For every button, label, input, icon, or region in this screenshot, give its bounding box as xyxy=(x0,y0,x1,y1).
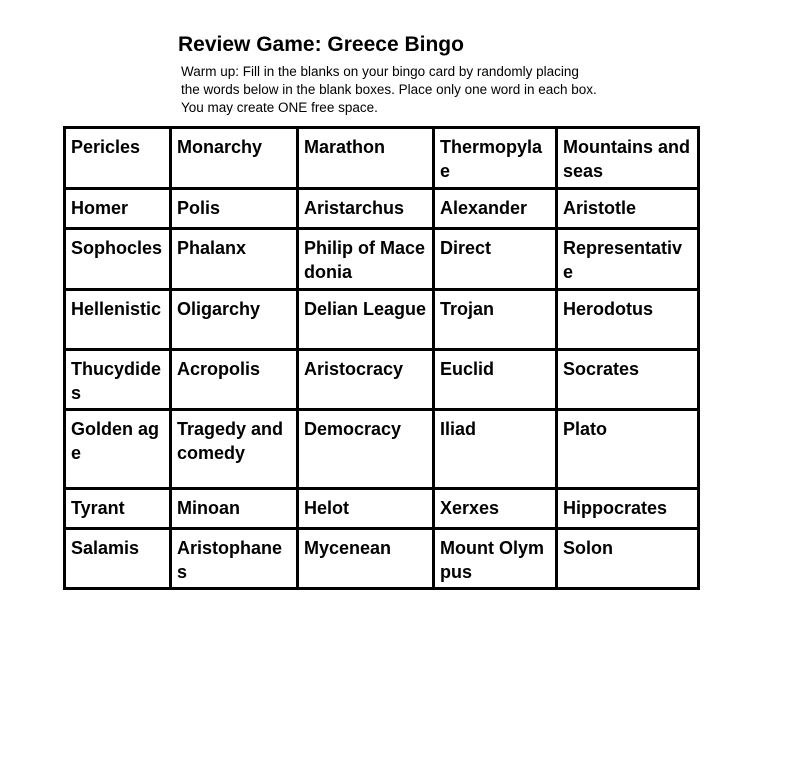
bingo-cell: Helot xyxy=(298,489,434,529)
bingo-row xyxy=(65,489,699,529)
bingo-cell: Plato xyxy=(557,410,699,489)
bingo-cell: Thucydides xyxy=(65,350,171,410)
bingo-cell: Herodotus xyxy=(557,290,699,350)
bingo-cell: Trojan xyxy=(434,290,557,350)
bingo-card xyxy=(63,126,700,590)
bingo-cell: Homer xyxy=(65,189,171,229)
bingo-row xyxy=(65,128,699,189)
bingo-cell: Xerxes xyxy=(434,489,557,529)
bingo-cell: Hippocrates xyxy=(557,489,699,529)
bingo-row xyxy=(65,290,699,350)
bingo-cell: Marathon xyxy=(298,128,434,189)
bingo-cell: Iliad xyxy=(434,410,557,489)
bingo-cell: Sophocles xyxy=(65,229,171,290)
bingo-cell: Mountains and seas xyxy=(557,128,699,189)
bingo-cell: Oligarchy xyxy=(171,290,298,350)
bingo-cell: Hellenistic xyxy=(65,290,171,350)
bingo-cell: Aristophanes xyxy=(171,529,298,589)
bingo-cell: Solon xyxy=(557,529,699,589)
bingo-cell: Democracy xyxy=(298,410,434,489)
bingo-cell: Mount Olympus xyxy=(434,529,557,589)
bingo-cell: Representative xyxy=(557,229,699,290)
page-title: Review Game: Greece Bingo xyxy=(178,33,464,56)
bingo-cell: Acropolis xyxy=(171,350,298,410)
instructions-text: Warm up: Fill in the blanks on your bingo card by randomly placing the words below in the blank boxes. Place only one word in each box. You may create ONE free space. xyxy=(181,64,597,115)
bingo-cell: Salamis xyxy=(65,529,171,589)
bingo-cell: Golden age xyxy=(65,410,171,489)
bingo-cell: Aristarchus xyxy=(298,189,434,229)
bingo-row xyxy=(65,189,699,229)
bingo-cell: Phalanx xyxy=(171,229,298,290)
bingo-cell: Delian League xyxy=(298,290,434,350)
bingo-row xyxy=(65,529,699,589)
bingo-row xyxy=(65,229,699,290)
bingo-cell: Mycenean xyxy=(298,529,434,589)
bingo-cell: Aristotle xyxy=(557,189,699,229)
bingo-cell: Minoan xyxy=(171,489,298,529)
bingo-row xyxy=(65,350,699,410)
bingo-cell: Euclid xyxy=(434,350,557,410)
bingo-cell: Alexander xyxy=(434,189,557,229)
bingo-cell: Direct xyxy=(434,229,557,290)
bingo-cell: Aristocracy xyxy=(298,350,434,410)
bingo-cell: Tyrant xyxy=(65,489,171,529)
bingo-cell: Thermopylae xyxy=(434,128,557,189)
bingo-cell: Philip of Macedonia xyxy=(298,229,434,290)
bingo-cell: Tragedy and comedy xyxy=(171,410,298,489)
bingo-cell: Monarchy xyxy=(171,128,298,189)
bingo-row xyxy=(65,410,699,489)
bingo-cell: Pericles xyxy=(65,128,171,189)
bingo-cell: Polis xyxy=(171,189,298,229)
bingo-cell: Socrates xyxy=(557,350,699,410)
